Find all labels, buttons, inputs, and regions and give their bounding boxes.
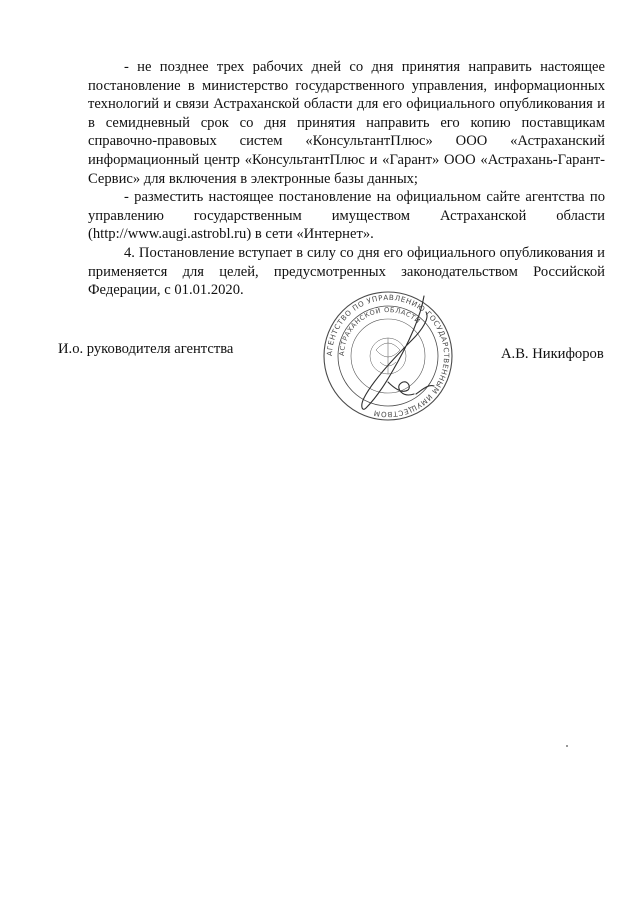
paragraph-publication: - не позднее трех рабочих дней со дня принятия направить настоящее постановление в министерство государственного управления, информационных технологий и связи Астраханской области для его официального опубликования и в семидневный срок со дня принятия направить его копию поставщикам справочно-правовых систем «КонсультантПлюс» ООО «Астраханский информационный центр «КонсультантПлюс и «Гарант» ООО «Астрахань-Гарант-Сервис» для включения в электронные базы данных;: [88, 59, 605, 187]
paragraph-website: - разместить настоящее постановление на официальном сайте агентства по управлению государственным имуществом Астраханской области (http://www.augi.astrobl.ru) в сети «Интернет».: [88, 189, 605, 243]
seal-outer-text: АГЕНТСТВО ПО УПРАВЛЕНИЮ ГОСУДАРСТВЕННЫМ ИМУЩЕСТВОМ: [324, 292, 452, 420]
seal-inner-text: АСТРАХАНСКОЙ ОБЛАСТИ: [337, 305, 422, 357]
official-seal-stamp: [322, 290, 454, 422]
document-body: [88, 58, 605, 300]
signatory-name: А.В. Никифоров: [501, 346, 604, 362]
signatory-title: И.о. руководителя агентства: [58, 341, 234, 357]
paragraph-effective-date: 4. Постановление вступает в силу со дня его официального опубликования и применяется для целей, предусмотренных законодательством Российской Федерации, с 01.01.2020.: [88, 244, 605, 299]
scan-speck: [566, 745, 568, 747]
seal-graphic: [322, 290, 454, 422]
